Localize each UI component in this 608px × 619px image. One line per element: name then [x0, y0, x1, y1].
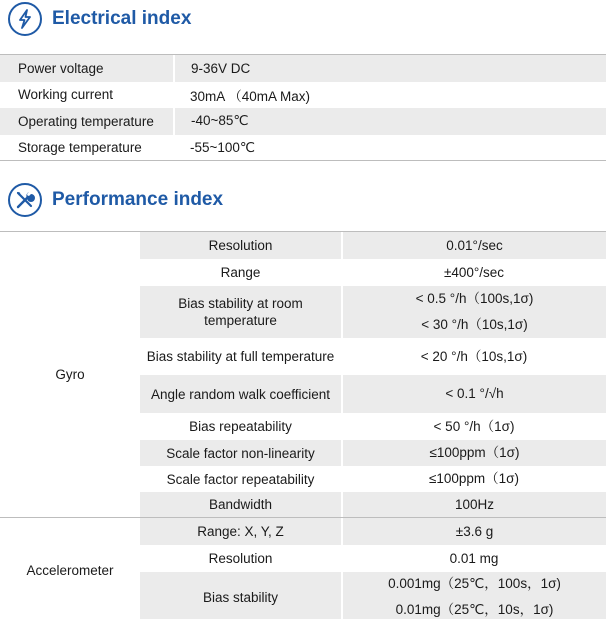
row-value: 0.001mg（25℃，100s，1σ) — [388, 576, 561, 591]
table-row — [140, 440, 606, 466]
row-value: ≤100ppm（1σ) — [429, 445, 520, 460]
table-row — [140, 338, 606, 375]
table-row — [140, 466, 606, 492]
row-value: 0.01°/sec — [446, 237, 503, 253]
lightning-bolt-icon — [8, 2, 42, 36]
row-key: Bandwidth — [208, 497, 273, 512]
row-value: < 30 °/h（10s,1σ) — [421, 317, 528, 332]
table-row — [0, 82, 606, 109]
row-value: 100Hz — [454, 496, 495, 512]
row-value: < 0.5 °/h（100s,1σ) — [415, 291, 534, 306]
table-row — [140, 518, 606, 545]
table-row — [0, 55, 606, 82]
row-value: ±400°/sec — [443, 264, 505, 280]
row-key: Scale factor repeatability — [166, 471, 315, 487]
table-row — [140, 232, 606, 259]
table-row — [140, 375, 606, 413]
row-value: < 50 °/h（1σ) — [433, 418, 515, 434]
performance-title: Performance index — [52, 189, 224, 210]
performance-section-header — [8, 183, 223, 217]
electrical-title: Electrical index — [52, 8, 192, 29]
table-row — [140, 545, 606, 572]
row-key: Bias stability — [202, 589, 279, 605]
row-value: ±3.6 g — [455, 523, 494, 539]
performance-table — [0, 231, 606, 619]
table-row — [0, 135, 606, 162]
row-key: Scale factor non-linearity — [166, 445, 315, 461]
row-key: Bias repeatability — [189, 419, 292, 434]
table-row — [140, 572, 606, 619]
table-row — [140, 286, 606, 338]
row-value: 9-36V DC — [173, 55, 606, 82]
electrical-table — [0, 54, 606, 161]
row-key: Range — [220, 265, 261, 280]
row-key: Storage temperature — [18, 140, 142, 156]
gyro-label: Gyro — [55, 367, 85, 382]
row-key: Bias stability at room temperature — [178, 296, 303, 328]
row-key: Angle random walk coefficient — [150, 386, 331, 402]
accelerometer-label: Accelerometer — [26, 562, 114, 578]
row-value: -55~100℃ — [173, 135, 606, 162]
row-key: Bias stability at full temperature — [146, 349, 335, 364]
row-key: Power voltage — [18, 60, 104, 76]
row-value: 0.01mg（25℃，10s，1σ) — [395, 602, 554, 617]
gyro-group — [0, 232, 606, 517]
accelerometer-group — [0, 518, 606, 619]
table-row — [0, 108, 606, 135]
row-key: Working current — [18, 87, 114, 103]
table-row — [140, 259, 606, 286]
row-value: < 0.1 °/√h — [445, 386, 504, 401]
row-value: -40~85℃ — [173, 108, 606, 135]
row-value: ≤100ppm（1σ) — [428, 471, 520, 486]
table-row — [140, 413, 606, 440]
table-divider — [0, 160, 606, 161]
row-key: Operating temperature — [18, 113, 154, 129]
row-value: < 20 °/h（10s,1σ) — [420, 348, 528, 364]
wrench-screwdriver-icon — [8, 183, 42, 217]
table-row — [140, 492, 606, 517]
row-key: Resolution — [208, 238, 273, 253]
row-key: Range: X, Y, Z — [197, 524, 284, 539]
row-value: 30mA （40mA Max) — [173, 82, 606, 109]
row-key: Resolution — [208, 551, 273, 566]
row-value: 0.01 mg — [449, 550, 499, 566]
electrical-section-header — [8, 2, 191, 36]
